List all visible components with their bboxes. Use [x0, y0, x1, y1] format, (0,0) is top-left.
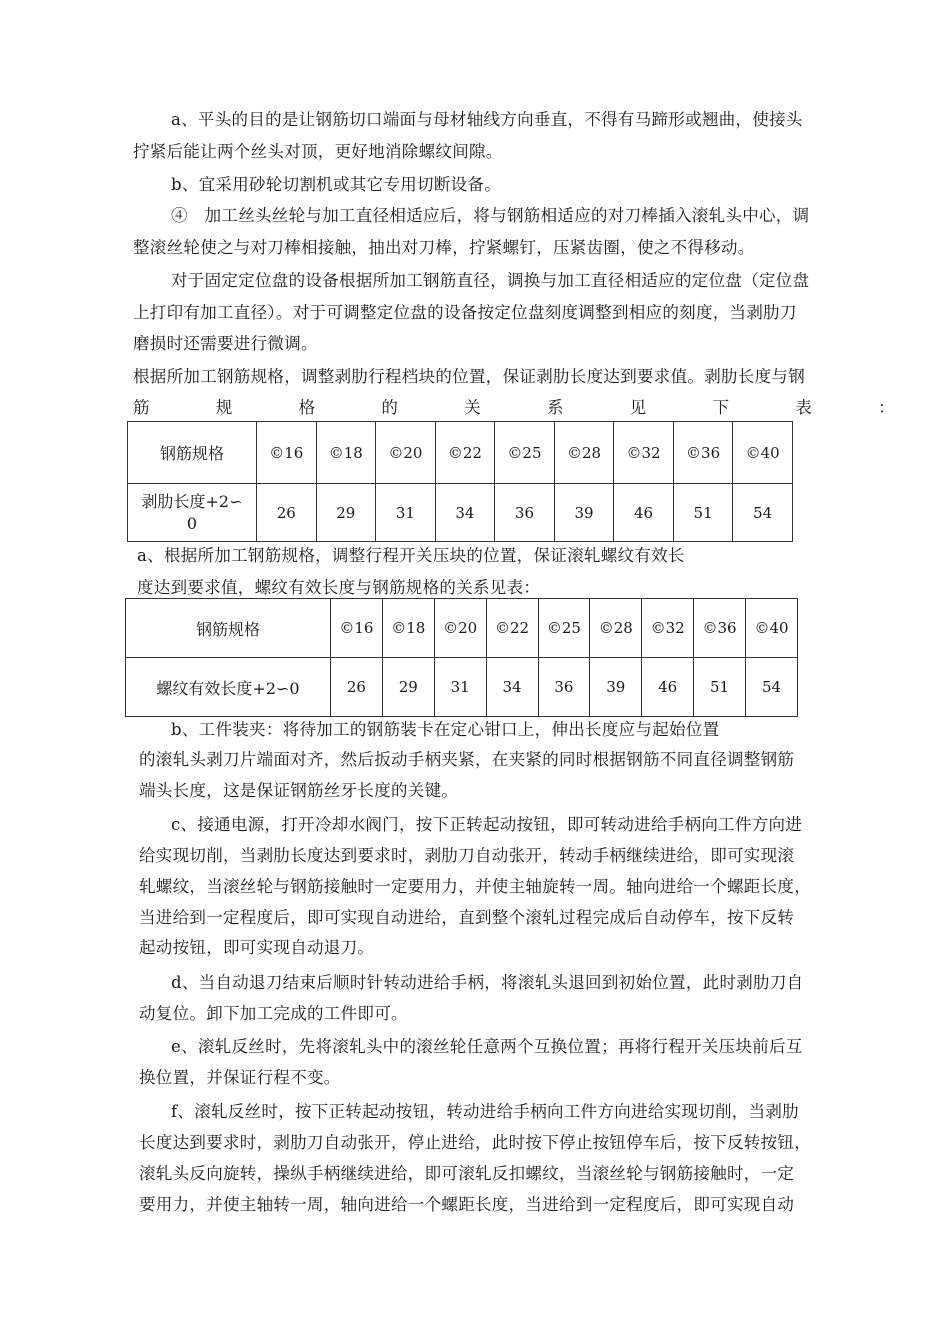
- table-value-cell: 36: [538, 658, 590, 717]
- paragraph-strip-line1: 根据所加工钢筋规格，调整剥肋行程档块的位置，保证剥肋长度达到要求值。剥肋长度与钢: [133, 367, 805, 386]
- strip-line2-char: 系: [546, 398, 564, 417]
- paragraph-c-line1: c、接通电源，打开冷却水阀门，按下正转起动按钮，即可转动进给手柄向工件方向进: [171, 815, 803, 834]
- paragraph-clamp-line1: b、工件装夹：将待加工的钢筋装卡在定心钳口上，伸出长度应与起始位置: [171, 720, 720, 739]
- paragraph-clamp-line3: 端头长度，这是保证钢筋丝牙长度的关键。: [139, 781, 459, 800]
- table-size-cell: ©25: [495, 422, 555, 484]
- thread-length-table: [125, 598, 798, 717]
- table-value-cell: 54: [733, 484, 793, 542]
- table-header-row: [128, 422, 793, 484]
- paragraph-plate-line1: 对于固定定位盘的设备根据所加工钢筋直径，调换与加工直径相适应的定位盘（定位盘: [171, 271, 810, 290]
- stripping-length-table: [127, 421, 793, 542]
- table-row: [128, 484, 793, 542]
- paragraph-thread-line2: 度达到要求值，螺纹有效长度与钢筋规格的关系见表：: [137, 578, 541, 597]
- table-size-cell: ©16: [331, 599, 383, 658]
- table-size-cell: ©18: [316, 422, 376, 484]
- row-label-part: 0: [186, 513, 198, 533]
- table-value-cell: 51: [694, 658, 746, 717]
- table-value-cell: 54: [746, 658, 798, 717]
- paragraph-d-line1: d、当自动退刀结束后顺时针转动进给手柄，将滚轧头退回到初始位置，此时剥肋刀自: [171, 973, 804, 992]
- table-value-cell: 31: [376, 484, 436, 542]
- table-size-cell: ©40: [746, 599, 798, 658]
- table-header-label: 钢筋规格: [128, 422, 257, 484]
- paragraph-c-line3: 轧螺纹，当滚丝轮与钢筋接触时一定要用力，并使主轴旋转一周。轴向进给一个螺距长度，: [139, 877, 811, 896]
- table-value-cell: 34: [486, 658, 538, 717]
- table-size-cell: ©36: [673, 422, 733, 484]
- paragraph-d-line2: 动复位。卸下加工完成的工件即可。: [139, 1004, 408, 1023]
- table-value-cell: 46: [642, 658, 694, 717]
- paragraph-step4-line2: 整滚丝轮使之与对刀棒相接触，抽出对刀棒，拧紧螺钉，压紧齿圈，使之不得移动。: [133, 238, 755, 257]
- paragraph-plate-line2: 上打印有加工直径）。对于可调整定位盘的设备按定位盘刻度调整到相应的刻度，当剥肋刀: [133, 303, 797, 322]
- table-size-cell: ©36: [694, 599, 746, 658]
- table-row: [126, 658, 798, 717]
- table-size-cell: ©32: [642, 599, 694, 658]
- table-size-cell: ©28: [590, 599, 642, 658]
- table-size-cell: ©18: [382, 599, 434, 658]
- table-size-cell: ©22: [435, 422, 495, 484]
- strip-line2-char: 下: [712, 398, 730, 417]
- table-value-cell: 51: [673, 484, 733, 542]
- table-value-cell: 39: [554, 484, 614, 542]
- table-value-cell: 34: [435, 484, 495, 542]
- strip-line2-char: 关: [464, 398, 481, 417]
- strip-line2-char: 见: [629, 398, 647, 417]
- table-header-row: [126, 599, 798, 658]
- strip-line2-char: ：: [878, 398, 895, 417]
- table-value-cell: 29: [316, 484, 376, 542]
- strip-line2-char: 表: [795, 398, 813, 417]
- table-size-cell: ©32: [614, 422, 674, 484]
- paragraph-clamp-line2: 的滚轧头剥刀片端面对齐，然后扳动手柄夹紧，在夹紧的同时根据钢筋不同直径调整钢筋: [139, 750, 795, 769]
- paragraph-a-line1: a、平头的目的是让钢筋切口端面与母材轴线方向垂直，不得有马蹄形或翘曲，使接头: [171, 110, 803, 129]
- table-row-label: [128, 484, 257, 542]
- paragraph-f-line4: 要用力，并使主轴转一周，轴向进给一个螺距长度，当进给到一定程度后，即可实现自动: [139, 1195, 795, 1214]
- strip-line2-char: 格: [298, 398, 316, 417]
- paragraph-f-line2: 长度达到要求时，剥肋刀自动张开，停止进给，此时按下停止按钮停车后，按下反转按钮，: [139, 1133, 811, 1152]
- table-value-cell: 36: [495, 484, 555, 542]
- table-row-label: 螺纹有效长度+2∽0: [126, 658, 331, 717]
- paragraph-f-line1: f、滚轧反丝时，按下正转起动按钮，转动进给手柄向工件方向进给实现切削，当剥肋: [171, 1102, 800, 1121]
- paragraph-plate-line3: 磨损时还需要进行微调。: [133, 334, 318, 353]
- table-header-label: 钢筋规格: [126, 599, 331, 658]
- table-size-cell: ©16: [257, 422, 317, 484]
- strip-line2-char: 筋: [133, 398, 150, 417]
- table-size-cell: ©22: [486, 599, 538, 658]
- paragraph-c-line2: 给实现切削，当剥肋长度达到要求时，剥肋刀自动张开，转动手柄继续进给，即可实现滚: [139, 846, 795, 865]
- strip-line2-char: 规: [215, 398, 233, 417]
- table-size-cell: ©20: [434, 599, 486, 658]
- paragraph-thread-line1: a、根据所加工钢筋规格，调整行程开关压块的位置，保证滚轧螺纹有效长: [137, 546, 685, 565]
- table-value-cell: 31: [434, 658, 486, 717]
- strip-line2-char: 的: [381, 398, 399, 417]
- table-value-cell: 39: [590, 658, 642, 717]
- paragraph-c-line4: 当进给到一定程度后，即可实现自动进给，直到整个滚轧过程完成后自动停车，按下反转: [139, 908, 795, 927]
- paragraph-a-line2: 拧紧后能让两个丝头对顶，更好地消除螺纹间隙。: [133, 142, 503, 161]
- paragraph-e-line1: e、滚轧反丝时，先将滚轧头中的滚丝轮任意两个互换位置；再将行程开关压块前后互: [171, 1037, 803, 1056]
- table-value-cell: 26: [331, 658, 383, 717]
- paragraph-step4-line1: ④ 加工丝头丝轮与加工直径相适应后，将与钢筋相适应的对刀棒插入滚轧头中心，调: [171, 206, 810, 225]
- paragraph-c-line5: 起动按钮，即可实现自动退刀。: [139, 938, 375, 957]
- table-size-cell: ©25: [538, 599, 590, 658]
- paragraph-e-line2: 换位置，并保证行程不变。: [139, 1068, 341, 1087]
- row-label-part: 剥肋长度+2∽: [141, 491, 243, 511]
- paragraph-f-line3: 滚轧头反向旋转，操纵手柄继续进给，即可滚轧反扣螺纹，当滚丝轮与钢筋接触时，一定: [139, 1164, 795, 1183]
- paragraph-b-line1: b、宜采用砂轮切割机或其它专用切断设备。: [171, 175, 502, 194]
- table-size-cell: ©20: [376, 422, 436, 484]
- table-size-cell: ©40: [733, 422, 793, 484]
- paragraph-strip-line2: [133, 397, 895, 419]
- table-size-cell: ©28: [554, 422, 614, 484]
- table-value-cell: 29: [382, 658, 434, 717]
- table-value-cell: 46: [614, 484, 674, 542]
- table-value-cell: 26: [257, 484, 317, 542]
